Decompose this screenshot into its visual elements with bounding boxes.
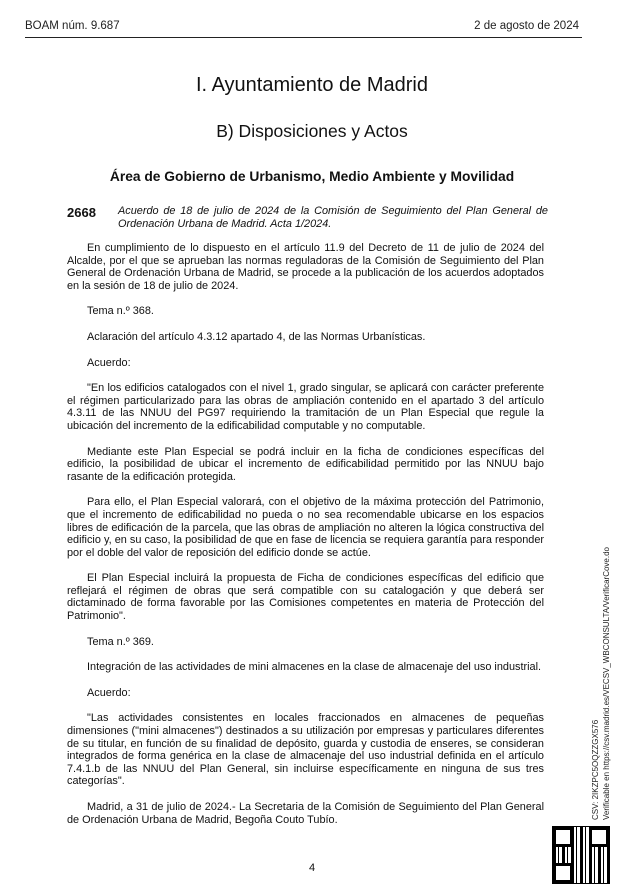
verification-text [590, 510, 612, 820]
paragraph-signature: Madrid, a 31 de julio de 2024.- La Secretaria de la Comisión de Seguimiento del Plan General de Ordenación Urbana de Madrid, Begoña Couto Tubío. [67, 801, 544, 826]
announcement-summary: Acuerdo de 18 de julio de 2024 de la Comisión de Seguimiento del Plan General de Ordenación Urbana de Madrid. Acta 1/2024. [118, 205, 548, 230]
paragraph-agreement-label: Acuerdo: [87, 686, 131, 699]
verification-url[interactable]: Verificable en https://csv.madrid.es/VECSV_WBCONSULTA/VerificarCove.do [602, 547, 611, 820]
paragraph-intro: En cumplimiento de lo dispuesto en el artículo 11.9 del Decreto de 11 de julio de 2024 del Alcalde, por el que se aprueban las normas reguladoras de la Comisión de Seguimiento del Plan General de Ordenación Urbana de Madrid, se procede a la publicación de los acuerdos adoptados en la sesión de 18 de julio de 2024. [67, 242, 544, 292]
paragraph-agreement-368-4: El Plan Especial incluirá la propuesta de Ficha de condiciones específicas del edificio que reflejará el régimen de obras que será compatible con su catalogación y que deberá ser dictaminado de forma favorable por las Comisiones competentes en materia de Protección del Patrimonio". [67, 572, 544, 623]
paragraph-agreement-label: Acuerdo: [87, 356, 131, 369]
qr-code-icon [552, 826, 610, 884]
paragraph-agreement-368-1: "En los edificios catalogados con el nivel 1, grado singular, se aplicará con carácter preferente el régimen particularizado para las obras de ampliación contenido en el apartado 3 del artículo 4.3.11 de las NNUU del PG97 requiriendo la tramitación de un Plan Especial que regule la ubicación del incremento de la edificabilidad computable y no computable. [67, 382, 544, 432]
paragraph-agreement-369: "Las actividades consistentes en locales fraccionados en almacenes de pequeñas dimensiones ("mini almacenes") destinados a su utilización por empresas y particulares diferentes de su titular, en función de su finalidad de depósito, guarda y custodia de enseres, se consideran integrados de forma genérica en la clase de almacenaje del uso industrial definida en el artículo 7.4.1.b de las NNUU del Plan General, sin incluirse específicamente en ninguna de sus tres categorías". [67, 712, 544, 788]
page-number: 4 [308, 862, 316, 874]
bulletin-date: 2 de agosto de 2024 [474, 20, 579, 32]
paragraph-topic-369: Tema n.º 369. [87, 635, 154, 648]
area-title: Área de Gobierno de Urbanismo, Medio Ambiente y Movilidad [109, 169, 515, 184]
paragraph-topic-368: Tema n.º 368. [87, 305, 154, 318]
announcement-body [67, 242, 544, 839]
paragraph-topic-369-subject: Integración de las actividades de mini almacenes en la clase de almacenaje del uso industrial. [87, 661, 542, 674]
section-title: I. Ayuntamiento de Madrid [196, 74, 428, 96]
bulletin-number: BOAM núm. 9.687 [25, 20, 120, 32]
paragraph-agreement-368-2: Mediante este Plan Especial se podrá incluir en la ficha de condiciones específicas del edificio, la posibilidad de ubicar el incremento de edificabilidad permitido por las NNUU bajo rasante de la edificación protegida. [67, 445, 544, 483]
announcement-number: 2668 [67, 205, 96, 220]
subsection-title: B) Disposiciones y Actos [216, 121, 408, 141]
csv-code: CSV: 2IKZPC5OQZZGX576 [591, 719, 600, 820]
paragraph-topic-368-subject: Aclaración del artículo 4.3.12 apartado 4, de las Normas Urbanísticas. [87, 330, 426, 343]
paragraph-agreement-368-3: Para ello, el Plan Especial valorará, con el objetivo de la máxima protección del Patrimonio, que el incremento de edificabilidad no pueda o no sea recomendable ubicarse en los espacios libres de edificación de la parcela, que las obras de ampliación no alteren la lógica constructiva del edificio y, en su caso, la posibilidad de que en fase de licencia se requiera garantía para responder por el doble del valor de reposición del edificio donde se actúe. [67, 496, 544, 559]
header-rule [25, 37, 582, 38]
